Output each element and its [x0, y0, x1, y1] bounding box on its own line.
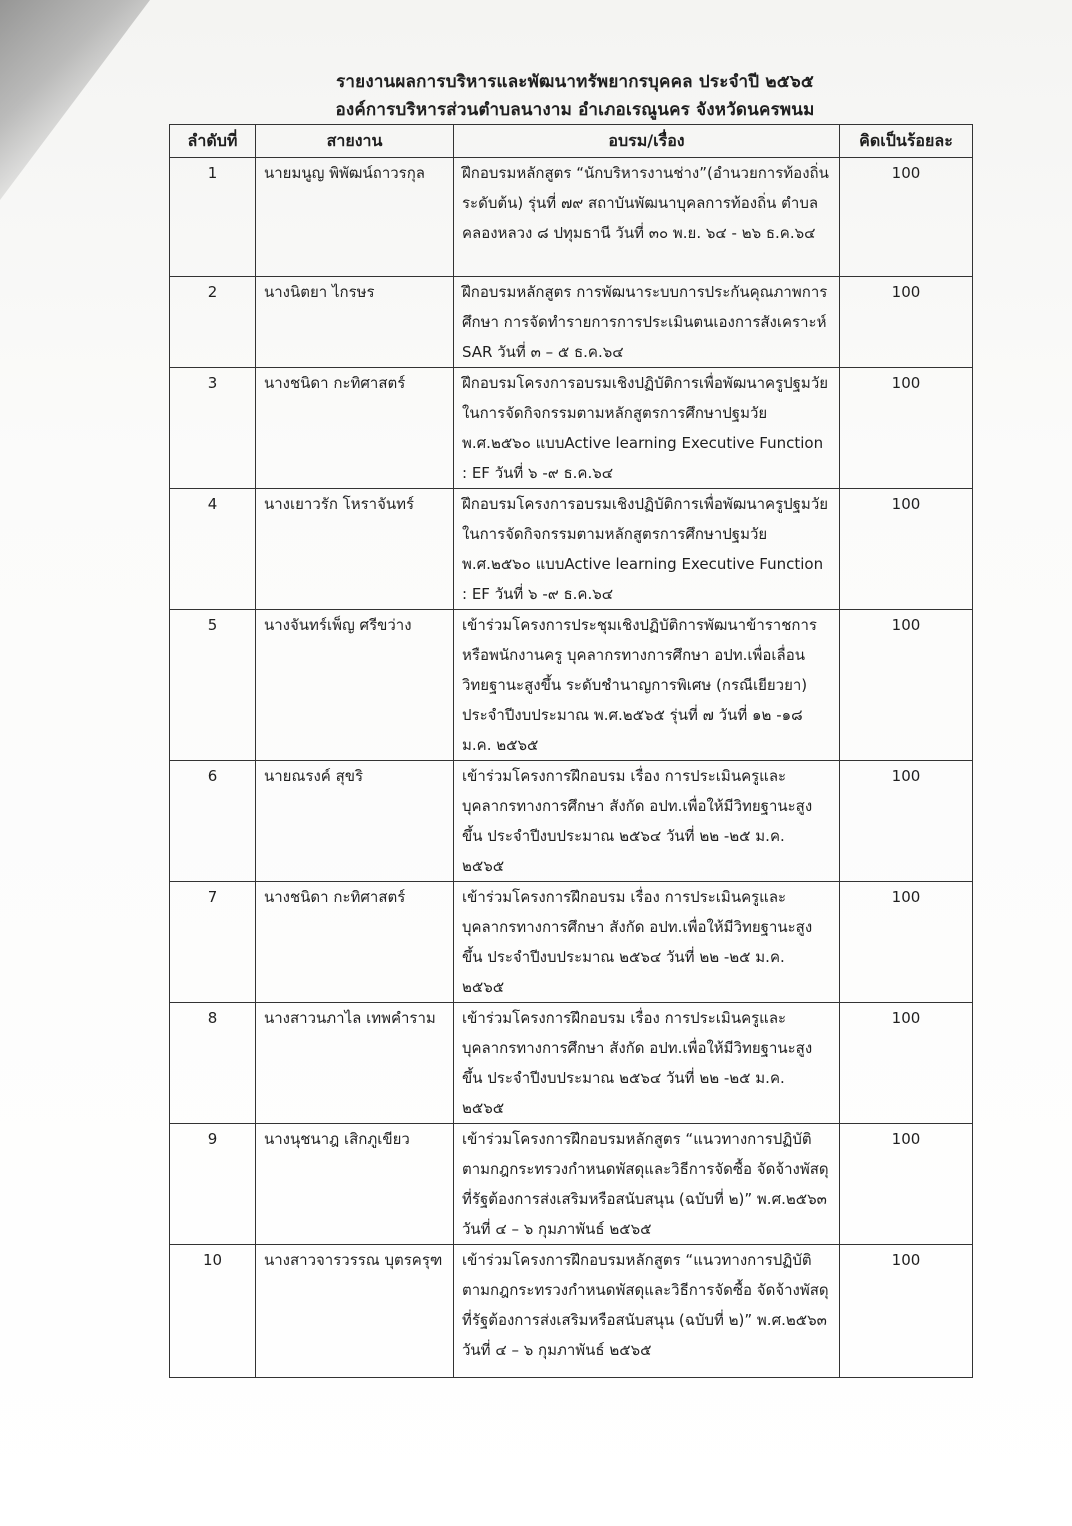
row-topic: ฝึกอบรมหลักสูตร “นักบริหารงานช่าง”(อำนวยการท้องถิ่น ระดับต้น) รุ่นที่ ๗๙ สถาบันพัฒนาบุคลการท้องถิ่น ตำบลคลองหลวง ๘ ปทุมธานี วันที่ ๓๐ พ.ย. ๖๔ - ๒๖ ธ.ค.๖๔ [454, 158, 840, 277]
row-name: นางจันทร์เพ็ญ ศรีขว่าง [256, 610, 454, 761]
row-topic: เข้าร่วมโครงการฝึกอบรมหลักสูตร “แนวทางการปฏิบัติตามกฎกระทรวงกำหนดพัสดุและวิธีการจัดซื้อ จัดจ้างพัสดุ ที่รัฐต้องการส่งเสริมหรือสนับสนุน (ฉบับที่ ๒)” พ.ศ.๒๕๖๓ วันที่ ๔ – ๖ กุมภาพันธ์ ๒๕๖๕ [454, 1124, 840, 1245]
row-percent: 100 [840, 1245, 973, 1378]
row-percent: 100 [840, 368, 973, 489]
table-row [170, 1124, 973, 1245]
row-name: นายมนูญ พิพัฒน์ถาวรกุล [256, 158, 454, 277]
row-name: นางเยาวรัก โหราจันทร์ [256, 489, 454, 610]
column-header-topic: อบรม/เรื่อง [454, 125, 840, 158]
table-row [170, 368, 973, 489]
row-name: นายณรงค์ สุขริ [256, 761, 454, 882]
table-row [170, 1245, 973, 1378]
row-name: นางนิตยา ไกรษร [256, 277, 454, 368]
table-row [170, 277, 973, 368]
row-topic: ฝึกอบรมโครงการอบรมเชิงปฏิบัติการเพื่อพัฒนาครูปฐมวัยในการจัดกิจกรรมตามหลักสูตรการศึกษาปฐมวัย พ.ศ.๒๕๖๐ แบบActive learning Executive Function : EF วันที่ ๖ -๙ ธ.ค.๖๔ [454, 489, 840, 610]
row-percent: 100 [840, 277, 973, 368]
row-number: 4 [170, 489, 256, 610]
row-topic: เข้าร่วมโครงการฝึกอบรมหลักสูตร “แนวทางการปฏิบัติตามกฎกระทรวงกำหนดพัสดุและวิธีการจัดซื้อ จัดจ้างพัสดุ ที่รัฐต้องการส่งเสริมหรือสนับสนุน (ฉบับที่ ๒)” พ.ศ.๒๕๖๓ วันที่ ๔ – ๖ กุมภาพันธ์ ๒๕๖๕ [454, 1245, 840, 1378]
table-row [170, 761, 973, 882]
table-row [170, 1003, 973, 1124]
column-header-percent: คิดเป็นร้อยละ [840, 125, 973, 158]
row-number: 9 [170, 1124, 256, 1245]
report-table [169, 124, 973, 1378]
row-topic: ฝึกอบรมโครงการอบรมเชิงปฏิบัติการเพื่อพัฒนาครูปฐมวัยในการจัดกิจกรรมตามหลักสูตรการศึกษาปฐมวัย พ.ศ.๒๕๖๐ แบบActive learning Executive Function : EF วันที่ ๖ -๙ ธ.ค.๖๔ [454, 368, 840, 489]
row-percent: 100 [840, 610, 973, 761]
row-topic: เข้าร่วมโครงการฝึกอบรม เรื่อง การประเมินครูและบุคลากรทางการศึกษา สังกัด อปท.เพื่อให้มีวิทยฐานะสูงขึ้น ประจำปีงบประมาณ ๒๕๖๔ วันที่ ๒๒ -๒๕ ม.ค. ๒๕๖๕ [454, 882, 840, 1003]
row-percent: 100 [840, 882, 973, 1003]
row-percent: 100 [840, 1003, 973, 1124]
row-percent: 100 [840, 489, 973, 610]
column-header-name: สายงาน [256, 125, 454, 158]
table-row [170, 610, 973, 761]
report-title: รายงานผลการบริหารและพัฒนาทรัพยากรบุคคล ประจำปี ๒๕๖๕ [336, 72, 814, 92]
table-header-row [170, 125, 973, 158]
row-number: 2 [170, 277, 256, 368]
row-name: นางนุชนาฎ เสิกภูเขียว [256, 1124, 454, 1245]
row-percent: 100 [840, 158, 973, 277]
row-number: 5 [170, 610, 256, 761]
row-name: นางชนิดา กะทิศาสตร์ [256, 882, 454, 1003]
row-number: 6 [170, 761, 256, 882]
row-topic: เข้าร่วมโครงการฝึกอบรม เรื่อง การประเมินครูและบุคลากรทางการศึกษา สังกัด อปท.เพื่อให้มีวิทยฐานะสูงขึ้น ประจำปีงบประมาณ ๒๕๖๔ วันที่ ๒๒ -๒๕ ม.ค. ๒๕๖๕ [454, 1003, 840, 1124]
column-header-order: ลำดับที่ [170, 125, 256, 158]
row-topic: เข้าร่วมโครงการฝึกอบรม เรื่อง การประเมินครูและบุคลากรทางการศึกษา สังกัด อปท.เพื่อให้มีวิทยฐานะสูงขึ้น ประจำปีงบประมาณ ๒๕๖๔ วันที่ ๒๒ -๒๕ ม.ค. ๒๕๖๕ [454, 761, 840, 882]
row-number: 7 [170, 882, 256, 1003]
row-name: นางสาวนภาไล เทพคำราม [256, 1003, 454, 1124]
row-number: 3 [170, 368, 256, 489]
table-row [170, 489, 973, 610]
row-percent: 100 [840, 1124, 973, 1245]
report-subtitle: องค์การบริหารส่วนตำบลนางาม อำเภอเรณูนคร จังหวัดนครพนม [335, 100, 815, 120]
row-name: นางสาวจารวรรณ บุตรครุฑ [256, 1245, 454, 1378]
table-row [170, 882, 973, 1003]
table-row [170, 158, 973, 277]
row-percent: 100 [840, 761, 973, 882]
row-number: 10 [170, 1245, 256, 1378]
row-name: นางชนิดา กะทิศาสตร์ [256, 368, 454, 489]
row-topic: ฝึกอบรมหลักสูตร การพัฒนาระบบการประกันคุณภาพการศึกษา การจัดทำรายการการประเมินตนเองการสังเคราะห์ SAR วันที่ ๓ – ๕ ธ.ค.๖๔ [454, 277, 840, 368]
row-number: 1 [170, 158, 256, 277]
row-number: 8 [170, 1003, 256, 1124]
row-topic: เข้าร่วมโครงการประชุมเชิงปฏิบัติการพัฒนาข้าราชการหรือพนักงานครู บุคลากรทางการศึกษา อปท.เพื่อเลื่อนวิทยฐานะสูงขึ้น ระดับชำนาญการพิเศษ (กรณีเยียวยา) ประจำปีงบประมาณ พ.ศ.๒๕๖๕ รุ่นที่ ๗ วันที่ ๑๒ -๑๘ ม.ค. ๒๕๖๕ [454, 610, 840, 761]
